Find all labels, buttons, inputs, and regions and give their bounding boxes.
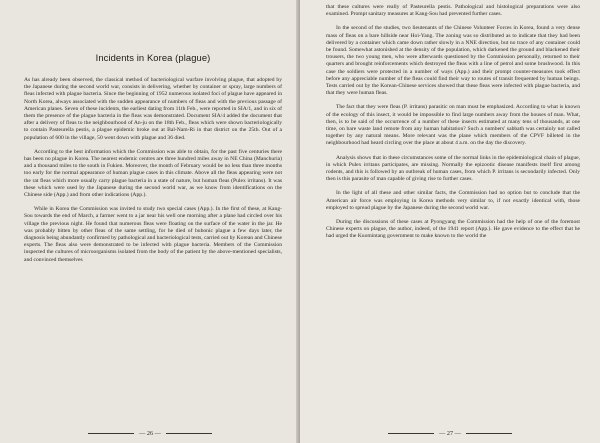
footer-rule [166, 433, 212, 434]
footer-rule [88, 433, 134, 434]
paragraph: The fact that they were fleas (P. irritans) parasitic on man must be emphasized. According to what is known of the ecology of this insect, it would be impossible to find large numbers away from the houses of man. What, then, is to be said of the occurrence of a number of these insects estimated at many tens of thousands, at one time, on bare waste land remote from any human habitation? Such a numbers' sabbath was certainly not called together by any natural means. More relevant was the plane which members of the CPVF billeted in the neighbourhood had heard circling over the place at about 4 a.m. on the day the discovery. [326, 104, 580, 147]
page-number-footer [0, 430, 300, 437]
page-heading: Incidents in Korea (plague) [95, 52, 211, 63]
paragraph: While in Korea the Commission was invited to study two special cases (App.). In the first of these, at Kang-Sou towards the end of March, a farmer went to a jar near his well one morning after a plane had circled over his village the previous night. He found that numerous fleas were floating on the surface of the water in the jar. He was probably bitten by other fleas of the same settling, for he died of bubonic plague a few days later, the diagnosis being abundantly confirmed by pathological and bacteriological tests, carried out by Korean and Chinese experts. The fleas also were demonstrated to be infected with plague bacteria. Members of the Commission inspected the cultures of microorganisms isolated from the body of the patient by the above-mentioned specialists, and convinced themselves [24, 206, 282, 263]
footer-rule [466, 433, 512, 434]
paragraph: In the light of all these and other similar facts, the Commission had no option but to conclude that the American air force was employing in Korea methods very similar to, if not exactly identical with, those employed to spread plague by the Japanese during the second world war. [326, 190, 580, 211]
page-number-footer [300, 430, 600, 437]
page-number: — 26 — [139, 430, 161, 437]
right-page [300, 0, 600, 443]
page-number: — 27 — [439, 430, 461, 437]
paragraph: that these cultures were really of Pasteurella pestis. Pathological and histological preparations were also examined. Prompt sanitary measures at Kang-Sou had prevented further cases. [326, 4, 580, 18]
footer-rule [388, 433, 434, 434]
paragraph: In the second of the studies, two lieutenants of the Chinese Volunteer Forces in Korea, found a very dense mass of fleas on a bare hillside near Hoi-Yang. The zoning was so distributed as to indicate that they had been delivered by a container which came down rather slowly in a NNE direction, but no trace of any container could be found. Somewhat astonished at the density of the population, which darkened the ground and blackened their trousers, the two young men, who were afterwards questioned by the Commission personally, returned to their quarters and brought reinforcements which destroyed the fleas with a line of petrol and some brushwood. In this case the soldiers were protected in a number of ways (App.) and their prompt counter-measures took effect before any appreciable number of the fleas could find their way to routes of transit frequented by human beings. Tests carried out by the Korean-Chinese services showed that these fleas were infected with plague bacteria, and that they were human fleas. [326, 25, 580, 97]
paragraph: During the discussions of these cases at Pyongyang the Commission had the help of one of the foremost Chinese experts on plague, the author, indeed, of the 1941 report (App.). He gave evidence to the effect that he had urged the Kuomintang government to make known to the world the [326, 219, 580, 240]
paragraph: According to the best information which the Commission was able to obtain, for the past five centuries there has been no plague in Korea. The nearest endemic centres are three hundred miles away in NE China (Manchuria) and a thousand miles to the south in Fukien. Moreover, the month of February would be no less than three months too early for the normal appearance of human plague cases in this climate. Above all the fleas appearing were not the rat fleas which more usually carry plague bacteria in a state of nature, but human fleas (Pulex irritans). It was these which were used by the Japanese during the second world war, as we know from identifications on the Chinese side (App.) and from other indications (App.). [24, 148, 282, 199]
paragraph: Analysis shows that in these circumstances some of the normal links in the epidemiological chain of plague, in which Pulex irritans participates, are missing. Normally the epizootic disease manifests itself first among rodents, and this is followed by an outbreak of human cases, from which P. irritans is secondarily infected. Only then is this parasite of man capable of giving rise to further cases. [326, 154, 580, 183]
paragraph: As has already been observed, the classical method of bacteriological warfare involving plague, that adopted by the Japanese during the second world war, consists in delivering, whether by container or spray, large numbers of fleas infected with plague bacteria. Since the beginning of 1952 numerous isolated foci of plague have appeared in North Korea, always associated with the sudden appearance of numbers of fleas and with the previous passage of American planes. Seven of these incidents, the earliest dating from 11th Feb., were reported in SIA/1, and in six of them the presence of the plague bacteria in the fleas was demonstrated. Document SIA/4 added the document that after a delivery of fleas to the neighbourhood of An-ju on the 18th Feb., fleas which were shown bacteriologically to contain Pasteurella pestis, a plague epidemic broke out at Bal-Nam-Ri in that district on the 25th. Out of a population of 600 in the village, 50 went down with plague and 36 died. [24, 77, 282, 141]
